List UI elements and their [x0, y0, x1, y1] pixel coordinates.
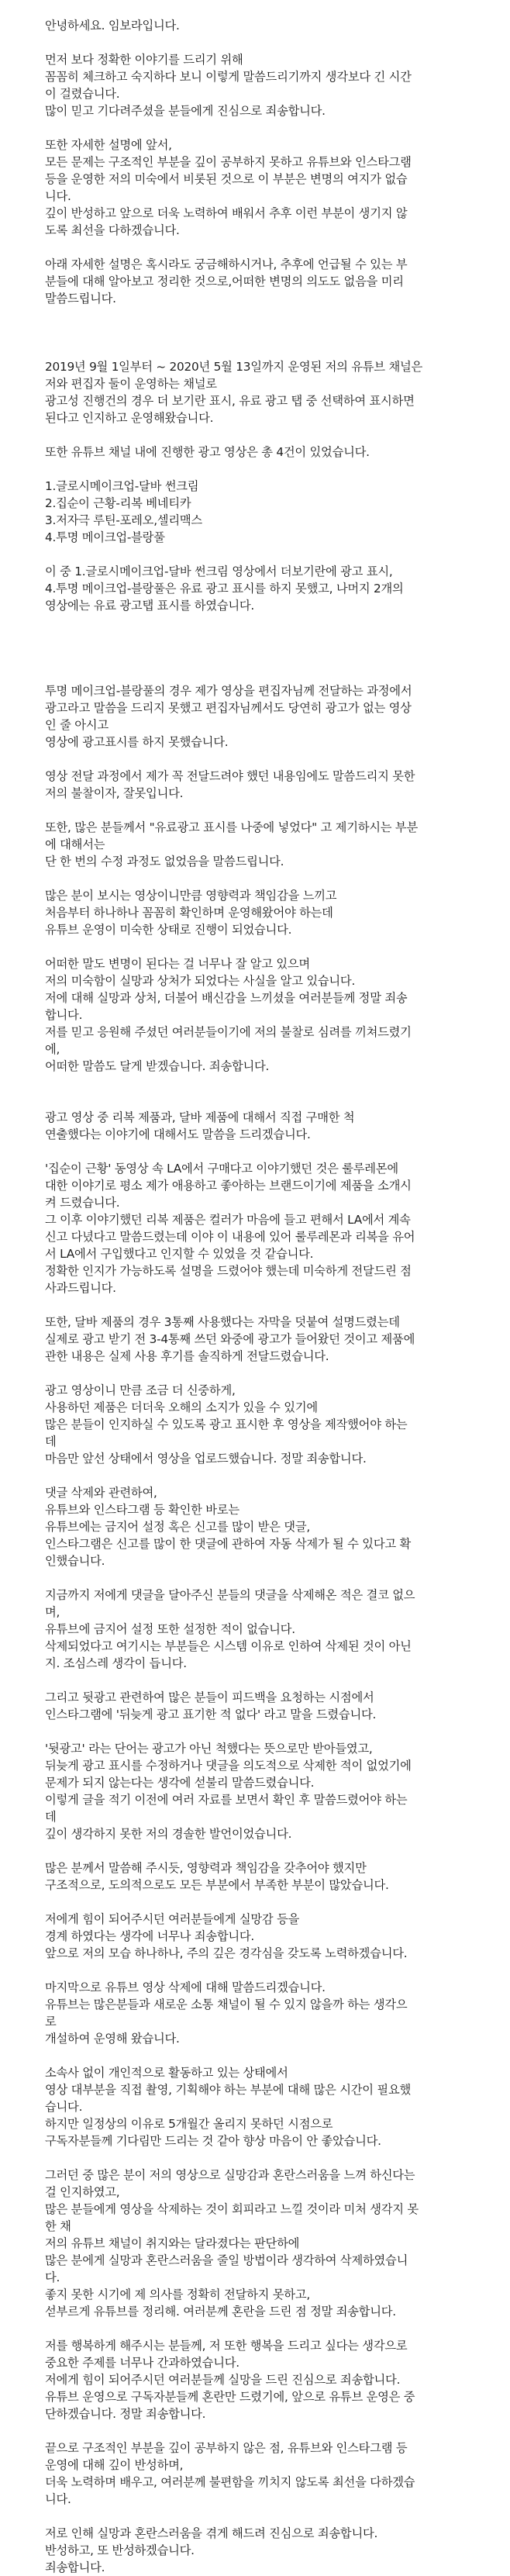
blank-line	[45, 665, 479, 682]
text-line: 많은 분께서 말씀해 주시듯, 영향력과 책임감을 갖추어야 했지만	[45, 1861, 367, 1875]
text-line: 아래 자세한 설명은 혹시라도 궁금해하시거나, 추후에 언급될 수 있는 부	[45, 257, 408, 271]
paragraph	[45, 51, 479, 119]
text-line: 걸 인지하였고,	[45, 2185, 120, 2199]
text-line: 단 한 번의 수정 과정도 없었음을 말씀드립니다.	[45, 855, 284, 868]
text-line: 사과드립니다.	[45, 1281, 116, 1295]
text-line: 광고 영상이니 만큼 조금 더 신중하게,	[45, 1383, 236, 1397]
text-line: 영상에는 유료 광고탭 표시를 하였습니다.	[45, 599, 255, 613]
paragraph	[45, 1314, 479, 1365]
paragraph	[45, 768, 479, 802]
text-line: 영상 전달 과정에서 제가 꼭 전달드려야 했던 내용임에도 말씀드리지 못한	[45, 769, 415, 783]
text-line: 대한 이야기로 평소 제가 애용하고 좋아하는 브랜드이기에 제품을 소개시	[45, 1179, 412, 1193]
text-line: 4.투명 메이크업-블랑풀	[45, 530, 165, 544]
text-line: 등을 운영한 저의 미숙에서 비롯된 것으로 이 부분은 변명의 여지가 없습	[45, 172, 408, 186]
text-line: 뒤늦게 광고 표시를 수정하거나 댓글을 의도적으로 삭제한 적이 없었기에	[45, 1759, 412, 1773]
text-line: 운영에 대해 깊이 반성하며,	[45, 2458, 184, 2472]
text-line: 인스타그램은 신고를 많이 한 댓글에 관하여 자동 삭제가 될 수 있다고 확	[45, 1537, 412, 1551]
text-line: 켜 드렸습니다.	[45, 1196, 120, 1210]
text-line: 습니다.	[45, 2100, 83, 2114]
paragraph	[45, 2525, 479, 2576]
paragraph	[45, 1484, 479, 1569]
text-line: 마지막으로 유튜브 영상 삭제에 대해 말씀드리겠습니다.	[45, 1980, 326, 1994]
text-line: 인스타그램에 '뒤늦게 광고 표기한 적 없다' 라고 말을 드렸습니다.	[45, 1708, 377, 1721]
text-line: 처음부터 하나하나 꼼꼼히 확인하며 운영해왔어야 하는데	[45, 906, 333, 920]
paragraph	[45, 1979, 479, 2047]
text-line: 도록 최선을 다하겠습니다.	[45, 223, 180, 237]
paragraph	[45, 478, 479, 546]
text-line: 연출했다는 이야기에 대해서도 말씀을 드리겠습니다.	[45, 1127, 311, 1141]
paragraph	[45, 955, 479, 1075]
text-line: 저에게 힘이 되어주시던 여러분들께 실망을 드린 진심으로 죄송합니다.	[45, 2373, 401, 2387]
text-line: 한 채	[45, 2219, 71, 2233]
text-line: 어떠한 말도 변명이 된다는 걸 너무나 잘 알고 있으며	[45, 957, 310, 971]
text-line: 말씀드립니다.	[45, 292, 116, 306]
text-line: 광고라고 말씀을 드리지 못했고 편집자님께서도 당연히 광고가 없는 영상	[45, 701, 412, 715]
text-line: 유튜브는 많은분들과 새로운 소통 채널이 될 수 있지 않을까 하는 생각으	[45, 1998, 408, 2011]
text-line: 더욱 노력하며 배우고, 여러분께 불편함을 끼치지 않도록 최선을 다하겠습	[45, 2475, 415, 2489]
blank-line	[45, 341, 479, 358]
paragraph	[45, 1382, 479, 1467]
text-line: 또한 자세한 설명에 앞서,	[45, 138, 172, 152]
text-line: 어떠한 말씀도 달게 받겠습니다. 죄송합니다.	[45, 1059, 270, 1073]
text-line: 합니다.	[45, 1008, 83, 1022]
text-line: 투명 메이크업-블랑풀의 경우 제가 영상을 편집자님께 전달하는 과정에서	[45, 684, 412, 698]
text-line: 에 대해서는	[45, 837, 105, 851]
text-line: 저에 대해 실망과 상처, 더불어 배신감을 느끼셨을 여러분들께 정말 죄송	[45, 991, 408, 1005]
paragraph	[45, 563, 479, 614]
text-line: 많은 분에게 실망과 혼란스러움을 줄일 방법이라 생각하여 삭제하였습니	[45, 2253, 408, 2267]
text-line: 많은 분들이 인지하실 수 있도록 광고 표시한 후 영상을 제작했어야 하는	[45, 1417, 408, 1431]
text-line: 그러던 중 많은 분이 저의 영상으로 실망감과 혼란스러움을 느껴 하신다는	[45, 2168, 415, 2182]
text-line: 인 줄 아시고	[45, 718, 109, 732]
text-line: 문제가 되지 않는다는 생각에 섣불리 말씀드렸습니다.	[45, 1776, 315, 1790]
text-line: 좋지 못한 시기에 제 의사를 정확히 전달하지 못하고,	[45, 2288, 310, 2301]
text-line: 많은 분이 보시는 영상이니만큼 영향력과 책임감을 느끼고	[45, 889, 337, 903]
text-line: 저를 믿고 응원해 주셨던 여러분들이기에 저의 불찰로 심려를 끼쳐드렸기	[45, 1025, 412, 1039]
text-line: 섣부르게 유튜브를 정리해. 여러분께 혼란을 드린 점 정말 죄송합니다.	[45, 2305, 396, 2319]
text-line: 그리고 뒷광고 관련하여 많은 분들이 피드백을 요청하는 시점에서	[45, 1690, 374, 1704]
blank-line	[45, 631, 479, 648]
text-line: 많이 믿고 기다려주셨을 분들에게 진심으로 죄송합니다.	[45, 104, 326, 118]
text-line: 지금까지 저에게 댓글을 달아주신 분들의 댓글을 삭제해온 적은 결코 없으	[45, 1588, 415, 1602]
text-line: 다.	[45, 2270, 60, 2284]
blank-line	[45, 1092, 479, 1109]
text-line: 경계 하였다는 생각에 너무나 죄송합니다.	[45, 1929, 255, 1943]
text-line: 이 걸렸습니다.	[45, 87, 120, 101]
text-line: 에,	[45, 1042, 60, 1056]
text-line: 데	[45, 1435, 57, 1449]
text-line: 광고 영상 중 리복 제품과, 달바 제품에 대해서 직접 구매한 척	[45, 1110, 355, 1124]
paragraph	[45, 1587, 479, 1672]
text-line: 4.투명 메이크업-블랑풀은 유료 광고 표시를 하지 못했고, 나머지 2개의	[45, 582, 404, 596]
text-line: 유튜브에 금지어 설정 또한 설정한 적이 없습니다.	[45, 1622, 295, 1636]
text-line: 꼼꼼히 체크하고 숙지하다 보니 이렇게 말씀드리기까지 생각보다 긴 시간	[45, 70, 412, 84]
text-line: 안녕하세요. 임보라입니다.	[45, 19, 180, 33]
text-line: 유튜브 운영으로 구독자분들께 혼란만 드렸기에, 앞으로 유튜브 운영은 중	[45, 2390, 415, 2404]
text-line: 마음만 앞선 상태에서 영상을 업로드했습니다. 정말 죄송합니다.	[45, 1452, 367, 1466]
text-line: 구독자분들께 기다림만 드리는 것 같아 향상 마음이 안 좋았습니다.	[45, 2134, 381, 2148]
text-line: '뒷광고' 라는 단어는 광고가 아닌 척했다는 뜻으로만 받아들였고,	[45, 1742, 373, 1756]
text-line: 신고 다녔다고 말씀드렸는데 이야 이 내용에 있어 룰루레몬과 리복을 유어	[45, 1230, 415, 1244]
text-line: 정확한 인지가 가능하도록 설명을 드렸어야 했는데 미숙하게 전달드린 점	[45, 1264, 412, 1278]
paragraph	[45, 1859, 479, 1894]
paragraph	[45, 2440, 479, 2508]
paragraph	[45, 444, 479, 461]
paragraph	[45, 1109, 479, 1143]
text-line: 깊이 반성하고 앞으로 더욱 노력하여 배워서 추후 이런 부분이 생기지 않	[45, 206, 408, 220]
blank-line	[45, 324, 479, 341]
text-line: 또한, 많은 분들께서 "유료광고 표시를 나중에 넣었다" 고 제기하시는 부분	[45, 820, 418, 834]
blank-line	[45, 648, 479, 665]
paragraph	[45, 2337, 479, 2422]
text-line: 데	[45, 1810, 57, 1824]
text-line: 실제로 광고 받기 전 3-4통째 쓰던 와중에 광고가 들어왔던 것이고 제품에	[45, 1332, 415, 1346]
text-line: 저의 미숙함이 실망과 상처가 되었다는 사실을 알고 있습니다.	[45, 974, 356, 988]
text-line: 먼저 보다 정확한 이야기를 드리기 위해	[45, 53, 243, 67]
text-line: 1.글로시메이크업-달바 썬크림	[45, 479, 199, 493]
paragraph	[45, 1911, 479, 1962]
text-line: 광고성 진행건의 경우 더 보기란 표시, 유료 광고 탭 중 선택하여 표시하면	[45, 394, 415, 408]
text-line: 2019년 9월 1일부터 ~ 2020년 5월 13일까지 운영된 저의 유튜브 채널은	[45, 360, 423, 374]
text-line: 삭제되었다고 여기시는 부분들은 시스템 이유로 인하여 삭제된 것이 아닌	[45, 1639, 412, 1653]
text-line: 유튜브와 인스타그램 등 확인한 바로는	[45, 1503, 239, 1517]
text-line: 개설하여 운영해 왔습니다.	[45, 2032, 180, 2046]
text-line: 깊이 생각하지 못한 저의 경솔한 발언이었습니다.	[45, 1827, 292, 1841]
text-line: 저의 불찰이자, 잘못입니다.	[45, 786, 184, 800]
text-line: 중요한 주제를 너무나 간과하였습니다.	[45, 2356, 239, 2370]
text-line: 또한, 달바 제품의 경우 3통째 사용했다는 자막을 덧붙여 설명드렸는데	[45, 1315, 400, 1329]
text-line: 로	[45, 2015, 57, 2029]
paragraph	[45, 682, 479, 751]
text-line: 하지만 일정상의 이유로 5개월간 올리지 못하던 시점으로	[45, 2117, 333, 2131]
text-line: 분들에 대해 알아보고 정리한 것으로,어떠한 변명의 의도도 없음을 미리	[45, 275, 404, 288]
text-line: 저의 유튜브 채널이 취지와는 달라졌다는 판단하에	[45, 2236, 300, 2250]
text-line: '집순이 근황' 동영상 속 LA에서 구매다고 이야기했던 것은 룰루레몬에	[45, 1162, 398, 1176]
text-line: 저로 인해 실망과 혼란스러움을 겪게 해드려 진심으로 죄송합니다.	[45, 2526, 378, 2540]
text-line: 니다.	[45, 2492, 71, 2506]
text-line: 영상에 광고표시를 하지 못했습니다.	[45, 735, 229, 749]
text-line: 며,	[45, 1605, 60, 1619]
text-line: 지. 조심스레 생각이 듭니다.	[45, 1656, 187, 1670]
text-line: 이렇게 글을 적기 이전에 여러 자료를 보면서 확인 후 말씀드렸어야 하는	[45, 1793, 408, 1807]
text-line: 소속사 없이 개인적으로 활동하고 있는 상태에서	[45, 2066, 288, 2080]
paragraph	[45, 819, 479, 870]
text-line: 2.집순이 근황-리복 베네티카	[45, 496, 191, 510]
text-line: 저를 행복하게 해주시는 분들께, 저 또한 행복을 드리고 싶다는 생각으로	[45, 2339, 408, 2353]
text-line: 저와 편집자 둘이 운영하는 채널로	[45, 377, 217, 391]
text-line: 사용하던 제품은 더더욱 오해의 소지가 있을 수 있기에	[45, 1400, 318, 1414]
paragraph	[45, 887, 479, 938]
text-line: 저에게 힘이 되어주시던 여러분들에게 실망감 등을	[45, 1912, 300, 1926]
paragraph	[45, 1740, 479, 1842]
paragraph	[45, 1689, 479, 1723]
text-line: 영상 대부분을 직접 촬영, 기획해야 하는 부분에 대해 많은 시간이 필요했	[45, 2083, 412, 2097]
text-line: 죄송합니다.	[45, 2560, 105, 2574]
text-line: 구조적으로, 도의적으로도 모든 부분에서 부족한 부분이 많았습니다.	[45, 1878, 389, 1892]
text-line: 3.저자극 루틴-포레오,셀리맥스	[45, 513, 202, 527]
text-line: 유튜브 운영이 미숙한 상태로 진행이 되었습니다.	[45, 923, 292, 937]
text-line: 모든 문제는 구조적인 부분을 깊이 공부하지 못하고 유튜브와 인스타그램	[45, 155, 412, 169]
paragraph	[45, 136, 479, 239]
text-line: 단하겠습니다. 정말 죄송합니다.	[45, 2407, 206, 2421]
paragraph	[45, 256, 479, 307]
paragraph	[45, 2167, 479, 2320]
text-line: 또한 유튜브 채널 내에 진행한 광고 영상은 총 4건이 있었습니다.	[45, 445, 370, 459]
text-line: 유튜브에는 금지어 설정 혹은 신고를 많이 받은 댓글,	[45, 1520, 310, 1534]
paragraph	[45, 2064, 479, 2150]
text-line: 이 중 1.글로시메이크업-달바 썬크림 영상에서 더보기란에 광고 표시,	[45, 565, 393, 578]
text-line: 앞으로 저의 모습 하나하나, 주의 깊은 경각심을 갖도록 노력하겠습니다.	[45, 1946, 408, 1960]
paragraph	[45, 358, 479, 426]
text-line: 반성하고, 또 반성하겠습니다.	[45, 2543, 195, 2557]
text-line: 된다고 인지하고 운영해왔습니다.	[45, 411, 214, 425]
text-line: 서 LA에서 구입했다고 인지할 수 있었을 것 같습니다.	[45, 1247, 314, 1261]
text-line: 인했습니다.	[45, 1554, 105, 1568]
text-line: 관한 내용은 실제 사용 후기를 솔직하게 전달드렸습니다.	[45, 1349, 329, 1363]
text-line: 니다.	[45, 189, 71, 203]
paragraph	[45, 1160, 479, 1297]
text-line: 댓글 삭제와 관련하여,	[45, 1486, 157, 1500]
text-line: 끝으로 구조적인 부분을 깊이 공부하지 않은 점, 유튜브와 인스타그램 등	[45, 2441, 408, 2455]
text-line: 많은 분들에게 영상을 삭제하는 것이 회피라고 느낄 것이라 미처 생각지 못	[45, 2202, 419, 2216]
paragraph	[45, 17, 479, 34]
text-line: 그 이후 이야기했던 리복 제품은 컬러가 마음에 들고 편해서 LA에서 계속	[45, 1213, 411, 1227]
